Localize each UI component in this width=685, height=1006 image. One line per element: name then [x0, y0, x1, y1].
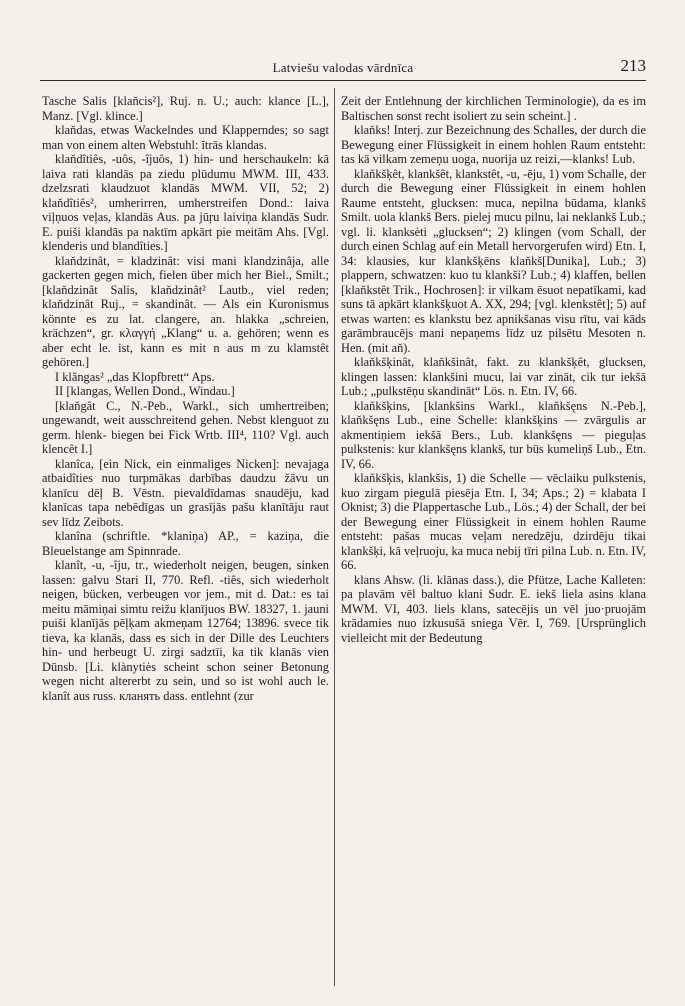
entry-paragraph: klaňdîtiês, -uôs, -îjuôs, 1) hin- und herschaukeln: kā laiva rati klandās pa ziedu plūdumu MWM. III, 433. dzelzsrati klaudzuot klandās MWM. VII, 52; 2) klaňdîtiês², umherirren, umherstreifen Dond.: laiva viļņuos veļas, klandās Aus. pa jūŗu laiviņa klandās Sudr. E. puiši klandās pa naktīm apkārt pie meitām Ahs. [Vgl. klenderis und blandîties.] — [42, 152, 329, 253]
page-number: 213 — [620, 56, 646, 75]
entry-paragraph: klaňks! Interj. zur Bezeichnung des Schalles, der durch die Bewegung einer Flüssigkeit in einem hohlen Raum entsteht: tas kā vilkam zemeņu uoga, nuorija uz reizi,—klanks! Lub. — [341, 123, 646, 166]
header-rule — [40, 80, 646, 81]
right-column — [341, 94, 646, 994]
entry-paragraph: Zeit der Entlehnung der kirchlichen Terminologie), da es im Baltischen sonst recht isoliert zu sein scheint.] . — [341, 94, 646, 123]
page-header — [40, 56, 646, 82]
running-title: Latviešu valodas vārdnīca — [272, 60, 414, 75]
entry-paragraph: [klaňgât C., N.-Peb., Warkl., sich umhertreiben; ungewandt, weit ausschreitend gehen. Nebst klenguot zu germ. hlenk- biegen bei Fick Wrtb. III⁴, 110? Vgl. auch klencêt I.] — [42, 398, 329, 456]
left-column — [42, 94, 329, 994]
entry-paragraph: klaňkšķêt, klankšêt, klankstêt, -u, -ēju, 1) vom Schalle, der durch die Bewegung einer Flüssigkeit in einem hohlen Raume entsteht, glucksen: muca, nepilna būdama, klankš Smilt. uola klankš Bers. pielej mucu pilnu, lai neklankš Lub.; vgl. li. klanksėti „glucksen“; 2) klingen (vom Schall, der durch einen Schlag auf ein Metall hervorgerufen wird) Etn. I, 34: klausies, kur klankšķēns klaňkš[Dunika], Lub.; 3) plappern, schwatzen: kuo tu klankši? Lub.; 4) klaffen, bellen [klaňkstêt Trik., Hochrosen]: ir vilkam ēsuot nepatīkami, kad suns tā apkārt klankšķuot A. XX, 294; [vgl. klenkstêt]; 5) auf etwas warten: es klankstu bez apnikšanas visu rītu, vai kāds garāmbraucējs mani nepaņems līdz uz pilsētu Mesoten n. Hen. (mit aň). — [341, 166, 646, 355]
entry-paragraph: klanîna (schriftle. *klaniņa) AP., = kaziņa, die Bleuelstange am Spinnrade. — [42, 529, 329, 558]
column-divider — [334, 88, 335, 986]
entry-paragraph: klans Ahsw. (li. klānas dass.), die Pfütze, Lache Kalleten: pa plavām vēl baltuo klani Sudr. E. iekš liela asins klana MWM. VI, 403. liels klans, satecējis un vēl juo·pruojām krādamies nuo izkusušā sniega Vēr. I, 769. [Ursprünglich vielleicht mit der Bedeutung — [341, 572, 646, 645]
entry-paragraph: klaňdzinât, = kladzinât: visi mani klandzinâja, alle gackerten gegen mich, fielen über mich her Biel., Smilt.; [klaňdzinât Salis, klaňdzinât² Lautb., viel reden; klaňdzinât Ruj., = skandinât. — Als ein Kuronismus könnte es zu lat. clangere, an. hlakka „schreien, krächzen“, gr. κλαγγή „Klang“ u. a. gehören; wenn es aber echt le. ist, kann es mit n aus m zu klamstêt gehören.] — [42, 253, 329, 369]
entry-paragraph: I klãngas² „das Klopfbrett“ Aps. — [55, 369, 215, 384]
entry-paragraph: Tasche Salis [klaňcis²], Ruj. n. U.; auch: klance [L.], Manz. [Vgl. klince.] — [42, 94, 329, 123]
entry-paragraph: klanît, -u, -îju, tr., wiederholt neigen, beugen, sinken lassen: galvu Stari II, 770. Refl. -tiês, sich wiederholt neigen, bücken, verbeugen vor jem., mit d. Dat.: es tai meitu māmiņai simtu reižu klanījuos BW. 18327, 1. jauni puiši klanījās pēļķam akmeņam 12764; 13896. svece tik tieva, ka klanās, dass es sich in der Dille des Leuchters hin- und herbeugt U. zirgi sadztīi, ka tik klanās vien Dūnsb. [Li. klànytiės scheint schon seiner Betonung wegen nicht altererbt zu sein, und so ist wohl auch le. klanît aus russ. кланять dass. entlehnt (zur — [42, 558, 329, 703]
entry-paragraph: klanîca, [ein Nick, ein einmaliges Nicken]: nevajaga atbaidîties nuo turpmākas darbības daudzu žāvu un klanīcu dēļ B. Vēstn. pievaldīdamas snaudēju, kad klanīcas tapa nebēdīgas un grasījās pašu klanītāju raut sev līdz Zeibots. — [42, 456, 329, 529]
entry-paragraph: klaňkšķinât, klaňkšinât, fakt. zu klankšķêt, glucksen, klingen lassen: klankšini mucu, lai var zināt, cik tur iekšā Lub.; „pulkstēņu skandināt“ Lös. n. Etn. IV, 66. — [341, 355, 646, 398]
entry-paragraph: klaňdas, etwas Wackelndes und Klapperndes; so sagt man von einem alten Webstuhl: ĭtrās klandas. — [42, 123, 329, 152]
entry-paragraph: klaňkšķins, [klankšins Warkl., klaňkšęns N.-Peb.], klaňkšęns Lub., eine Schelle: klankšķins — zvārgulis ar akmentiņiem iekšā Bers., Lub. klankšęns — pieguļas pulkstenis: kur klankšęns klankš, tur būs kumeliņš Lub., Etn. IV, 66. — [341, 398, 646, 471]
entry-paragraph: II [klangas, Wellen Dond., Windau.] — [55, 384, 235, 398]
entry-paragraph: klaňkšķis, klankšis, 1) die Schelle — vēclaiku pulkstenis, kuo zirgam piegulā piesēja Etn. I, 34; Aps.; 2) = klabata I Oknist; 3) die Plappertasche Lub., Lös.; 4) der Schall, der bei der Bewegung einer Flüssigkeit in einem hohlen Raume entsteht: pašas mucas veļam neredzēju, dzirdēju tikai klankšķi, kā veļruoju, ka muca nebij tīri pilna Lub. n. Etn. IV, 66. — [341, 471, 646, 572]
